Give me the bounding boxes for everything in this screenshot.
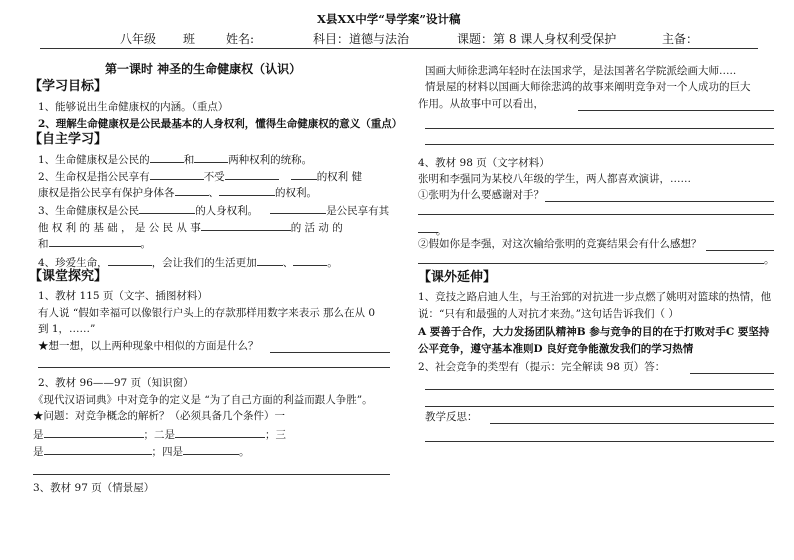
text: 的 活 动 的 bbox=[290, 222, 343, 234]
answer-line bbox=[706, 250, 774, 251]
answer-line bbox=[425, 128, 774, 129]
self-study-3b bbox=[38, 219, 343, 235]
answer-line bbox=[690, 373, 774, 374]
grade-label: 八年级 bbox=[120, 32, 157, 46]
extension-1-line-2: 说：“只有和最强的人对抗才来劲。”这句话告诉我们（ ） bbox=[418, 308, 679, 320]
self-study-3c bbox=[38, 235, 151, 251]
extension-2: 2、社会竞争的类型有（提示：完全解读 98 页）答： bbox=[418, 361, 666, 373]
explore-3: 3、教材 97 页（情景屋） bbox=[33, 482, 155, 494]
text: 。 bbox=[140, 238, 151, 250]
text: 不受 bbox=[203, 171, 225, 183]
blank bbox=[257, 254, 283, 266]
text: ；四是 bbox=[151, 446, 183, 458]
self-study-heading: 【自主学习】 bbox=[29, 132, 108, 147]
material-4-question-2: ②假如你是李强，对这次输给张明的竞赛结果会有什么感想？ bbox=[418, 238, 702, 250]
explore-2-text: 《现代汉语词典》中对竞争的定义是 “为了自己方面的利益而跟人争胜”。 bbox=[33, 394, 373, 406]
answer-line bbox=[418, 232, 438, 233]
answer-line bbox=[33, 474, 390, 475]
preparer-label: 主备： bbox=[662, 32, 699, 46]
blank bbox=[293, 254, 327, 266]
story-paragraph-3: 作用。从故事中可以看出， bbox=[418, 98, 544, 110]
text: 和 bbox=[183, 154, 195, 166]
explore-2: 2、教材 96——97 页（知识窗） bbox=[38, 377, 194, 389]
answer-line bbox=[270, 352, 390, 353]
explore-1-think: ★想一想，以上两种现象中相似的方面是什么？ bbox=[38, 340, 259, 352]
subject-label: 科目：道德与法治 bbox=[313, 32, 410, 46]
extension-1-options-1: A 要善于合作，大力发扬团队精神B 参与竞争的目的在于打败对手C 要坚持 bbox=[418, 326, 770, 338]
blank bbox=[139, 202, 195, 214]
blank bbox=[219, 184, 275, 196]
reflection-label: 教学反思： bbox=[425, 411, 478, 423]
blank bbox=[108, 254, 152, 266]
text: 、 bbox=[282, 257, 294, 269]
text: 是 bbox=[33, 429, 44, 441]
blank bbox=[44, 426, 144, 438]
header-divider bbox=[40, 48, 758, 49]
text: 的权利。 bbox=[275, 187, 317, 199]
text: 。 bbox=[327, 257, 338, 269]
explore-2-line-2 bbox=[33, 426, 286, 442]
answer-line bbox=[38, 367, 390, 368]
answer-line bbox=[578, 110, 774, 111]
explore-1: 1、教材 115 页（文字、插图材料） bbox=[38, 290, 208, 302]
explore-heading: 【课堂探究】 bbox=[29, 269, 108, 284]
material-4-text: 张明和李强同为某校八年级的学生，两人都喜欢演讲，…… bbox=[418, 173, 691, 185]
answer-line bbox=[425, 389, 774, 390]
blank bbox=[183, 443, 239, 455]
text: 。 bbox=[239, 446, 250, 458]
lesson-title: 第一课时 神圣的生命健康权（认识） bbox=[105, 62, 302, 76]
self-study-2b bbox=[38, 184, 317, 200]
text: ，会让我们的生活更加 bbox=[151, 257, 257, 269]
name-label: 姓名: bbox=[226, 32, 255, 46]
goals-heading: 【学习目标】 bbox=[29, 79, 108, 94]
extension-1-line-1: 1、竞技之路启迪人生，与王治郅的对抗进一步点燃了姚明对篮球的热情，他 bbox=[418, 291, 772, 303]
text: ；三 bbox=[265, 429, 286, 441]
text: 的人身权利。 bbox=[195, 205, 259, 217]
extension-heading: 【课外延伸】 bbox=[418, 270, 497, 285]
text: 1、生命健康权是公民的 bbox=[38, 154, 150, 166]
answer-line bbox=[490, 423, 774, 424]
answer-line bbox=[425, 144, 774, 145]
text: 2、生命权是指公民享有 bbox=[38, 171, 150, 183]
answer-line bbox=[425, 406, 774, 407]
text: 3、生命健康权是公民 bbox=[38, 205, 140, 217]
class-label: 班 bbox=[183, 32, 196, 46]
period-mark: 。 bbox=[436, 225, 447, 237]
answer-line bbox=[545, 201, 774, 202]
document-title: X县XX中学“导学案”设计稿 bbox=[317, 12, 461, 26]
self-study-2 bbox=[38, 168, 362, 184]
material-4: 4、教材 98 页（文字材料） bbox=[418, 157, 550, 169]
blank bbox=[150, 151, 184, 163]
blank bbox=[44, 443, 152, 455]
goal-2: 2、理解生命健康权是公民最基本的人身权利，懂得生命健康权的意义（重点） bbox=[38, 118, 403, 130]
text: 两种权利的统称。 bbox=[228, 154, 313, 166]
text: 的权利 健 bbox=[316, 171, 363, 183]
self-study-4 bbox=[38, 254, 338, 270]
answer-line bbox=[418, 214, 774, 215]
goal-1: 1、能够说出生命健康权的内涵。（重点） bbox=[38, 101, 229, 113]
extension-1-options-2: 公平竞争，遵守基本准则D 良好竞争能激发我们的学习热情 bbox=[418, 343, 694, 355]
self-study-3 bbox=[38, 202, 389, 218]
blank bbox=[291, 168, 317, 180]
explore-1-quote-2: 到 1，……” bbox=[38, 323, 96, 335]
answer-line bbox=[418, 263, 764, 264]
topic-label: 课题：第 8 课人身权利受保护 bbox=[457, 32, 617, 46]
blank bbox=[150, 168, 204, 180]
material-4-question-1: ①张明为什么要感谢对手？ bbox=[418, 189, 544, 201]
explore-2-question: ★问题：对竞争概念的解析？（必须具备几个条件）一 bbox=[33, 410, 285, 422]
explore-2-line-3 bbox=[33, 443, 250, 459]
explore-1-quote-1: 有人说 “假如幸福可以像银行户头上的存款那样用数字来表示 那么在从 0 bbox=[38, 307, 376, 319]
text: 、 bbox=[208, 187, 219, 199]
text: 是 bbox=[33, 446, 44, 458]
story-paragraph-1: 国画大师徐悲鸿年轻时在法国求学，是法国著名学院派绘画大师….. bbox=[425, 65, 737, 77]
text: 康权是指公民享有保护身体各 bbox=[38, 187, 175, 199]
blank bbox=[175, 426, 265, 438]
period-mark: 。 bbox=[764, 254, 775, 266]
blank bbox=[175, 184, 209, 196]
blank bbox=[225, 168, 279, 180]
text: 是公民享有其 bbox=[326, 205, 390, 217]
story-paragraph-2: 情景屋的材料以国画大师徐悲鸿的故事来阐明竞争对一个人成功的巨大 bbox=[425, 81, 751, 93]
text: 和 bbox=[38, 238, 49, 250]
text: 4、珍爱生命， bbox=[38, 257, 108, 269]
blank bbox=[194, 151, 228, 163]
text: ；二是 bbox=[143, 429, 175, 441]
blank bbox=[270, 202, 326, 214]
self-study-1 bbox=[38, 151, 312, 167]
blank bbox=[49, 235, 141, 247]
answer-line bbox=[425, 441, 774, 442]
blank bbox=[201, 219, 291, 231]
text: 他 权 利 的 基 础 ， 是 公 民 从 事 bbox=[38, 222, 201, 234]
